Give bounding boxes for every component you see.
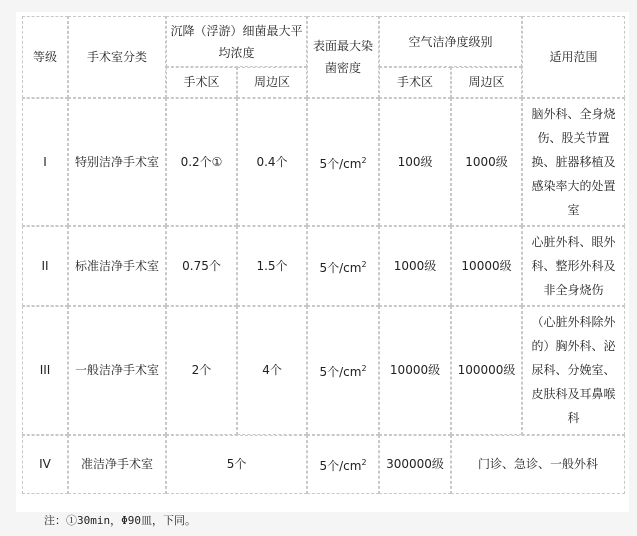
surface-value: 5个/cm xyxy=(319,156,362,171)
table-row xyxy=(22,98,625,227)
header-row-1 xyxy=(22,16,625,67)
grade-cell: II xyxy=(22,226,68,306)
sed-surround-cell: 0.4个 xyxy=(237,98,307,227)
air-surgery-cell: 10000级 xyxy=(379,306,451,435)
table-row xyxy=(22,226,625,306)
table-row xyxy=(22,435,625,494)
surface-cell xyxy=(307,435,379,494)
sed-surgery-cell: 2个 xyxy=(166,306,237,435)
category-cell: 准洁净手术室 xyxy=(68,435,166,494)
category-cell: 一般洁净手术室 xyxy=(68,306,166,435)
cleanroom-classification-table xyxy=(22,16,625,494)
grade-cell: III xyxy=(22,306,68,435)
subheader-air-surround: 周边区 xyxy=(451,67,522,98)
sed-combined-cell: 5个 xyxy=(166,435,307,494)
category-cell: 标准洁净手术室 xyxy=(68,226,166,306)
sed-surround-cell: 4个 xyxy=(237,306,307,435)
scope-cell: （心脏外科除外的）胸外科、泌尿科、分娩室、皮肤科及耳鼻喉科 xyxy=(522,306,625,435)
scope-cell: 门诊、急诊、一般外科 xyxy=(451,435,625,494)
air-surgery-cell: 300000级 xyxy=(379,435,451,494)
header-scope: 适用范围 xyxy=(522,16,625,98)
air-surround-cell: 10000级 xyxy=(451,226,522,306)
header-sedimentation: 沉降（浮游）细菌最大平均浓度 xyxy=(166,16,307,67)
footnote: 注：①30min，Φ90皿，下同。 xyxy=(44,514,196,527)
scope-cell: 心脏外科、眼外科、整形外科及非全身烧伤 xyxy=(522,226,625,306)
air-surgery-cell: 100级 xyxy=(379,98,451,227)
category-cell: 特别洁净手术室 xyxy=(68,98,166,227)
subheader-air-surgery: 手术区 xyxy=(379,67,451,98)
air-surround-cell: 1000级 xyxy=(451,98,522,227)
subheader-sed-surround: 周边区 xyxy=(237,67,307,98)
grade-cell: I xyxy=(22,98,68,227)
header-surface: 表面最大染菌密度 xyxy=(307,16,379,98)
subheader-sed-surgery: 手术区 xyxy=(166,67,237,98)
sed-surround-cell: 1.5个 xyxy=(237,226,307,306)
sed-surgery-cell: 0.2个① xyxy=(166,98,237,227)
header-category: 手术室分类 xyxy=(68,16,166,98)
surface-exponent: 2 xyxy=(361,155,367,165)
surface-exponent: 2 xyxy=(361,363,367,373)
sed-surgery-cell: 0.75个 xyxy=(166,226,237,306)
surface-cell xyxy=(307,226,379,306)
surface-value: 5个/cm xyxy=(319,458,362,473)
surface-cell xyxy=(307,98,379,227)
air-surround-cell: 100000级 xyxy=(451,306,522,435)
header-grade: 等级 xyxy=(22,16,68,98)
air-surgery-cell: 1000级 xyxy=(379,226,451,306)
surface-value: 5个/cm xyxy=(319,364,362,379)
surface-exponent: 2 xyxy=(361,259,367,269)
table-row xyxy=(22,306,625,435)
surface-value: 5个/cm xyxy=(319,260,362,275)
grade-cell: IV xyxy=(22,435,68,494)
header-air-grade: 空气洁净度级别 xyxy=(379,16,522,67)
scope-cell: 脑外科、全身烧伤、股关节置换、脏器移植及感染率大的处置室 xyxy=(522,98,625,227)
surface-exponent: 2 xyxy=(361,457,367,467)
surface-cell xyxy=(307,306,379,435)
